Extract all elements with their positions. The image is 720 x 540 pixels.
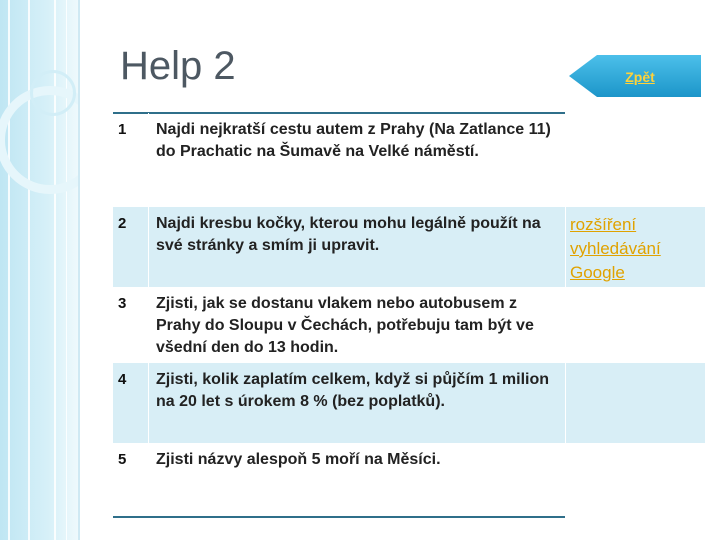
decorative-ring	[30, 70, 76, 116]
table-row	[113, 363, 704, 443]
task-number: 1	[118, 121, 127, 138]
task-text: Najdi nejkratší cestu autem z Prahy (Na Zatlance 11) do Prachatic na Šumavě na Velké náměstí.	[148, 113, 565, 207]
task-number: 2	[113, 207, 148, 287]
task-text: Najdi kresbu kočky, kterou mohu legálně použít na své stránky a smím ji upravit.	[148, 207, 565, 287]
task-number: 3	[118, 295, 127, 312]
side-cell	[565, 363, 705, 443]
table-row	[113, 287, 704, 363]
advanced-search-link[interactable]: rozšíření vyhledávání Google	[570, 215, 661, 282]
side-cell	[565, 113, 705, 207]
slide-title: Help 2	[120, 44, 236, 88]
task-number: 4	[113, 363, 148, 443]
side-cell	[565, 287, 705, 363]
table-bottom-border	[113, 516, 565, 518]
side-cell	[565, 443, 705, 515]
card-edge	[78, 0, 80, 540]
table-row	[113, 113, 704, 207]
task-number: 5	[118, 451, 127, 468]
task-text: Zjisti názvy alespoň 5 moří na Měsíci.	[148, 443, 565, 515]
decorative-line	[28, 0, 30, 540]
task-text: Zjisti, kolik zaplatím celkem, když si půjčím 1 milion na 20 let s úrokem 8 % (bez poplatků).	[148, 363, 565, 443]
back-button-label: Zpět	[625, 69, 655, 85]
decorative-line	[8, 0, 10, 540]
back-button[interactable]	[569, 55, 701, 97]
task-text: Zjisti, jak se dostanu vlakem nebo autobusem z Prahy do Sloupu v Čechách, potřebuju tam být ve všední den do 13 hodin.	[148, 287, 565, 363]
table-row	[113, 443, 704, 515]
